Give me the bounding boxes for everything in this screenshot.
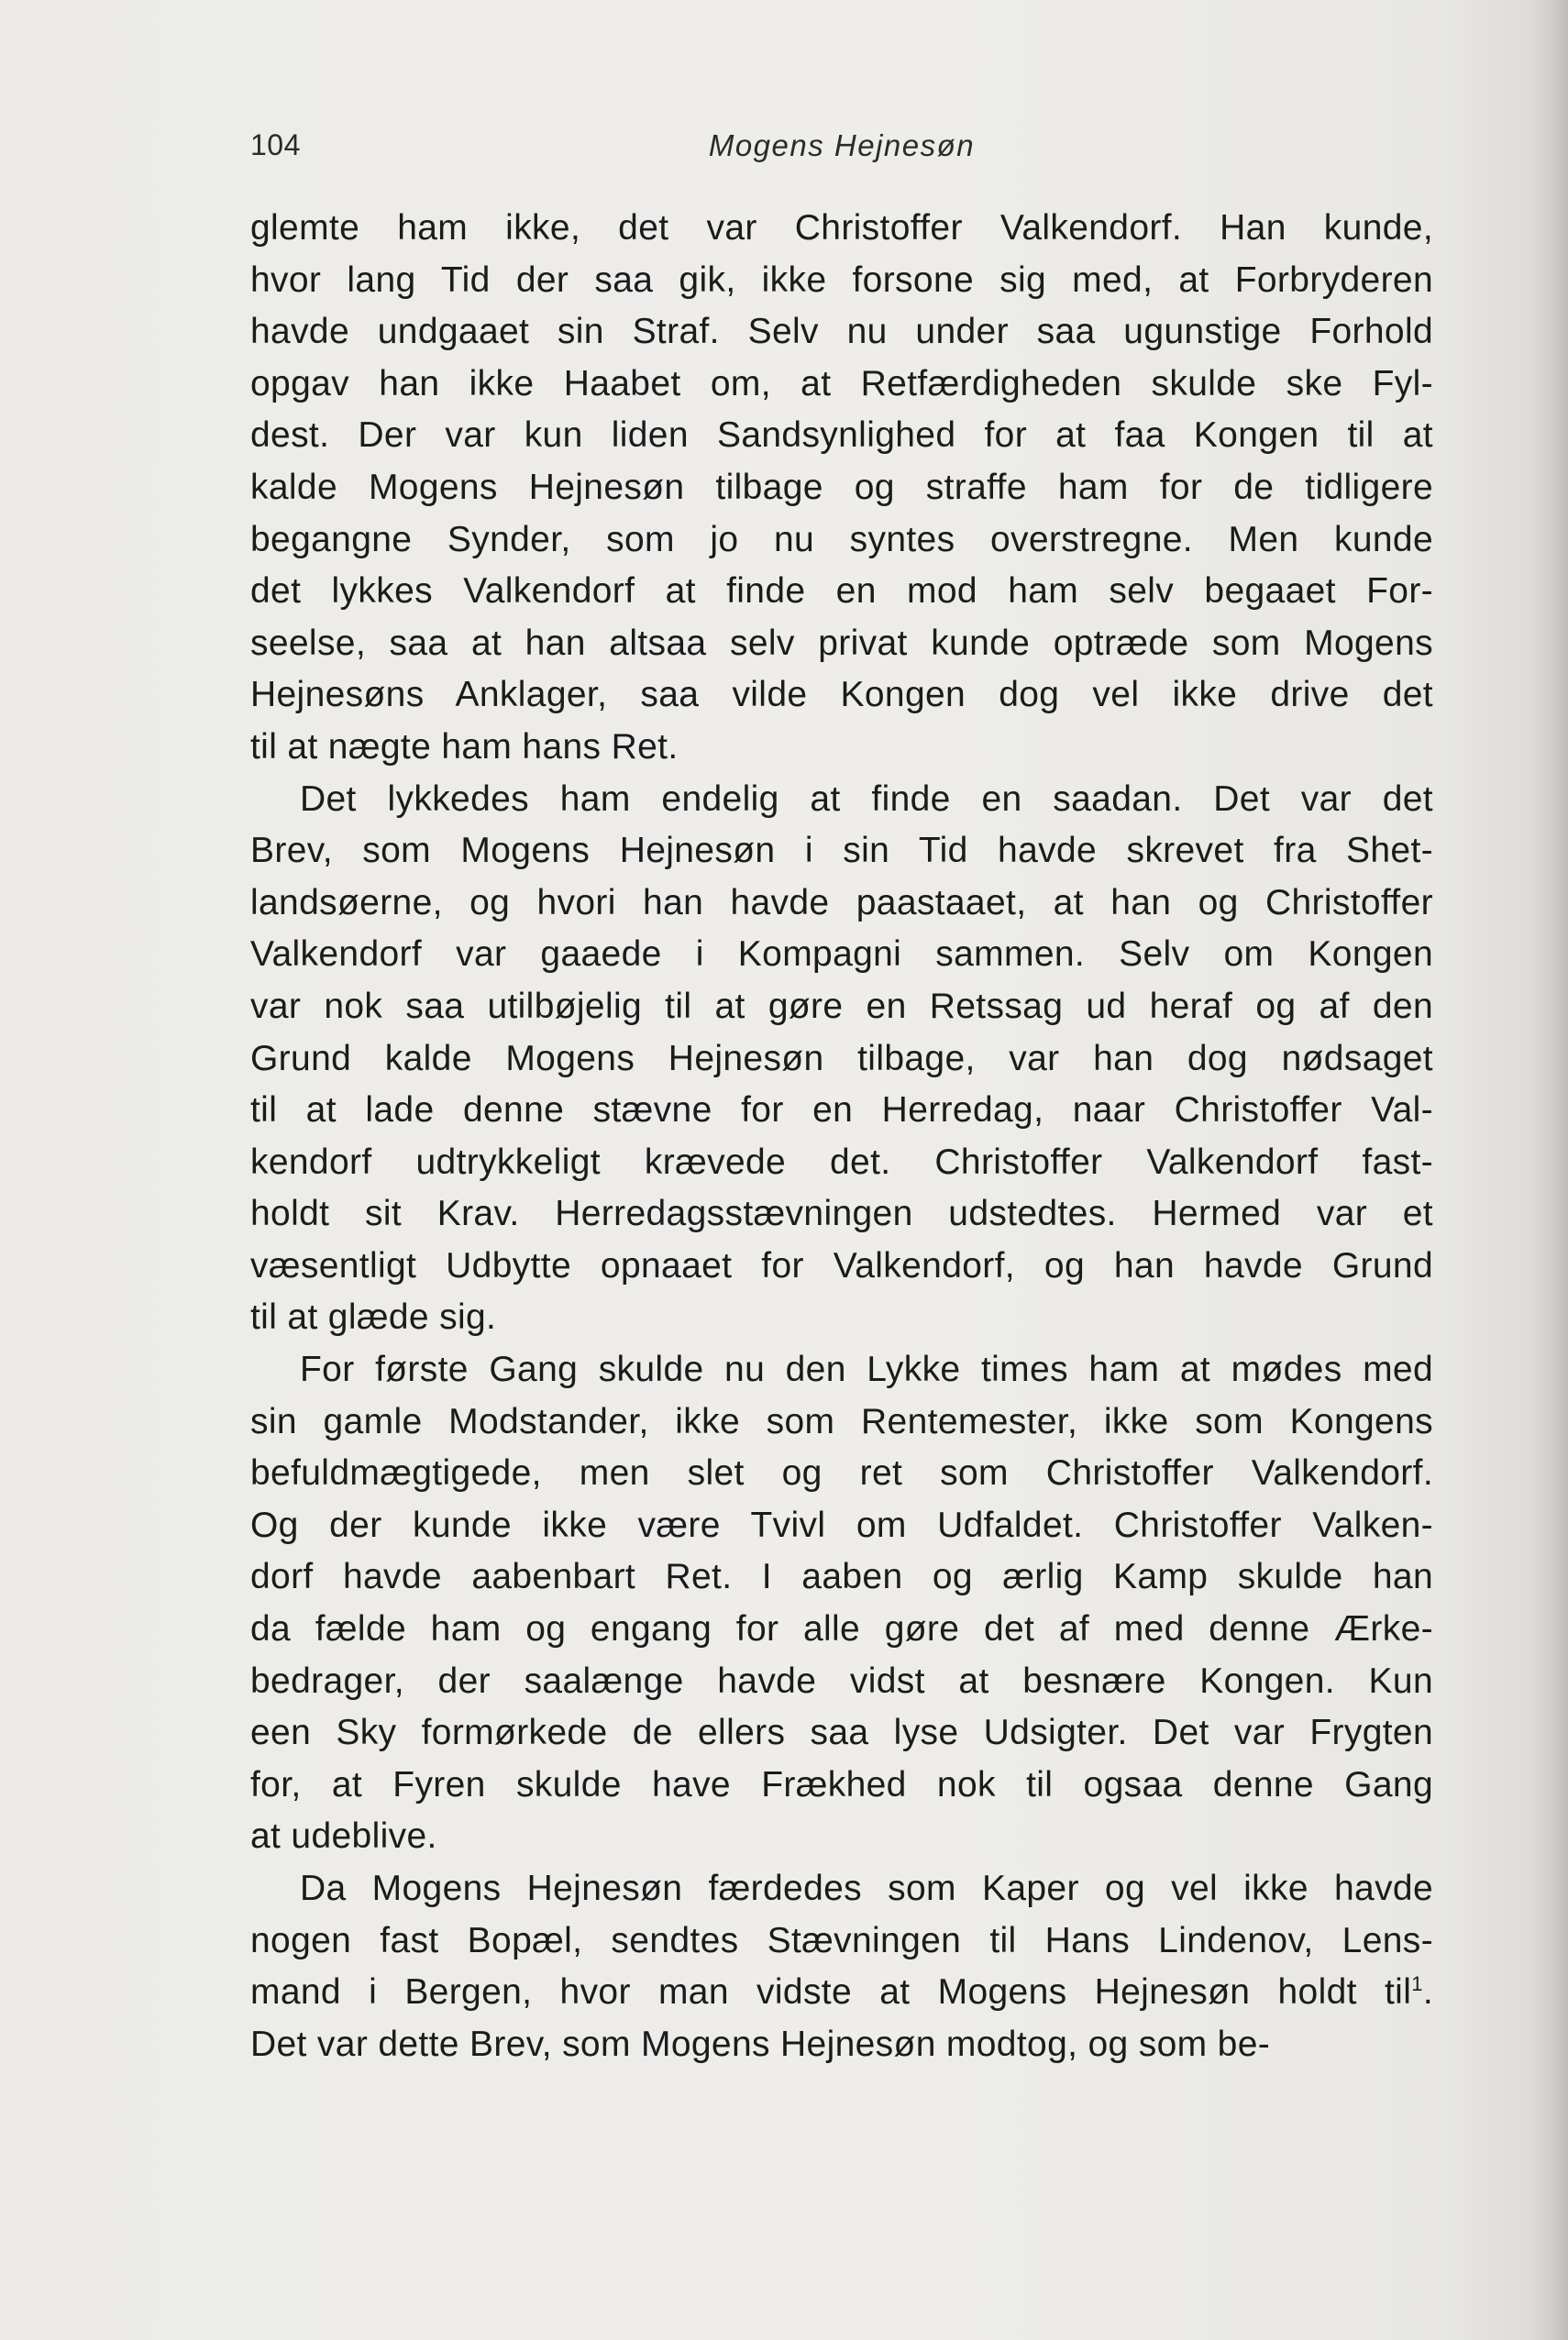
text-line [250,462,1433,514]
paragraph [250,774,1433,1345]
text-line [250,566,1433,618]
line-text: til at nægte ham hans Ret. [250,726,679,767]
running-header [250,128,1433,169]
text-line [250,929,1433,981]
text-line [250,1344,1433,1396]
text-line [250,1760,1433,1812]
text-line [250,1656,1433,1708]
line-text: kalde Mogens Hejnesøn tilbage og straffe ham for de tidligere [250,467,1433,507]
text-line [250,981,1433,1033]
text-line [250,1915,1433,1968]
line-text: Brev, som Mogens Hejnesøn i sin Tid havde skrevet fra Shet- [250,831,1433,871]
paragraph [250,1863,1433,2070]
line-text: det lykkes Valkendorf at finde en mod ham selv begaaet For- [250,571,1433,612]
line-text: bedrager, der saalænge havde vidst at besnære Kongen. Kun [250,1661,1433,1701]
text-line [250,1604,1433,1656]
line-text: For første Gang skulde nu den Lykke times ham at mødes med [300,1350,1433,1390]
line-text: een Sky formørkede de ellers saa lyse Udsigter. Det var Frygten [250,1713,1433,1753]
text-line [250,203,1433,255]
line-text: var nok saa utilbøjelig til at gøre en Retssag ud heraf og af den [250,986,1433,1026]
text-line [250,1292,1433,1344]
paragraph [250,203,1433,774]
text-line [250,306,1433,359]
text-line [250,1448,1433,1500]
line-text: dorf havde aabenbart Ret. I aaben og ærlig Kamp skulde han [250,1557,1433,1597]
line-text: Og der kunde ikke være Tvivl om Udfaldet. Christoffer Valken- [250,1505,1433,1545]
sentence-period: . [1422,1972,1433,2013]
text-line [250,1033,1433,1086]
line-text: at udeblive. [250,1816,437,1857]
line-text: havde undgaaet sin Straf. Selv nu under saa ugunstige Forhold [250,312,1433,352]
text-line [250,669,1433,722]
body-text [250,203,1433,2070]
line-text: Grund kalde Mogens Hejnesøn tilbage, var han dog nødsaget [250,1038,1433,1078]
text-line [250,722,1433,774]
line-text: hvor lang Tid der saa gik, ikke forsone sig med, at Forbryderen [250,259,1433,300]
running-title: Mogens Hejnesøn [708,128,976,162]
line-text: begangne Synder, som jo nu syntes overstregne. Men kunde [250,519,1433,559]
text-line [250,255,1433,307]
line-text: Da Mogens Hejnesøn færdedes som Kaper og vel ikke havde [300,1869,1433,1908]
text-line [250,1241,1433,1293]
line-text: seelse, saa at han altsaa selv privat kunde optræde som Mogens [250,623,1433,663]
text-line [250,1500,1433,1552]
page-number: 104 [250,128,301,161]
footnote-reference: 1 [1411,1972,1423,1996]
line-text: holdt sit Krav. Herredagsstævningen udstedtes. Hermed var et [250,1194,1433,1234]
line-text: landsøerne, og hvori han havde paastaaet, at han og Christoffer [250,882,1433,922]
line-text: kendorf udtrykkeligt krævede det. Christoffer Valkendorf fast- [250,1142,1433,1182]
text-line [250,514,1433,567]
text-line [250,1811,1433,1863]
line-text: væsentligt Udbytte opnaaet for Valkendorf, og han havde Grund [250,1245,1433,1286]
line-text: glemte ham ikke, det var Christoffer Valkendorf. Han kunde, [250,208,1433,248]
line-text: Det lykkedes ham endelig at finde en saadan. Det var det [300,778,1433,819]
line-text: til at lade denne stævne for en Herredag, naar Christoffer Val- [250,1090,1433,1131]
text-line [250,825,1433,878]
line-text: mand i Bergen, hvor man vidste at Mogens Hejnesøn holdt til [250,1972,1412,2013]
text-line [250,618,1433,670]
text-line [250,878,1433,930]
line-text: Valkendorf var gaaede i Kompagni sammen. Selv om Kongen [250,934,1433,975]
line-text: sin gamle Modstander, ikke som Rentemester, ikke som Kongens [250,1401,1433,1441]
line-text: til at glæde sig. [250,1297,497,1338]
text-line [250,1863,1433,1915]
paragraph [250,1344,1433,1863]
text-line [250,774,1433,826]
line-text: opgav han ikke Haabet om, at Retfærdigheden skulde ske Fyl- [250,363,1433,403]
line-text: for, at Fyren skulde have Frækhed nok til ogsaa denne Gang [250,1764,1433,1805]
line-text: dest. Der var kun liden Sandsynlighed for at faa Kongen til at [250,415,1433,456]
text-line [250,1188,1433,1241]
line-text: da fælde ham og engang for alle gøre det af med denne Ærke- [250,1609,1433,1650]
line-text: Det var dette Brev, som Mogens Hejnesøn modtog, og som be- [250,2024,1271,2064]
text-line [250,1551,1433,1604]
text-line [250,1707,1433,1760]
text-line [250,1396,1433,1449]
page-edge-shadow [1531,0,1568,2340]
text-line [250,1137,1433,1189]
line-text: befuldmægtigede, men slet og ret som Christoffer Valkendorf. [250,1453,1433,1494]
text-line [250,1967,1433,2019]
text-line [250,359,1433,411]
text-line [250,410,1433,462]
text-line [250,2019,1433,2071]
line-text: nogen fast Bopæl, sendtes Stævningen til Hans Lindenov, Lens- [250,1920,1433,1960]
text-line [250,1085,1433,1137]
line-text: Hejnesøns Anklager, saa vilde Kongen dog vel ikke drive det [250,675,1433,715]
